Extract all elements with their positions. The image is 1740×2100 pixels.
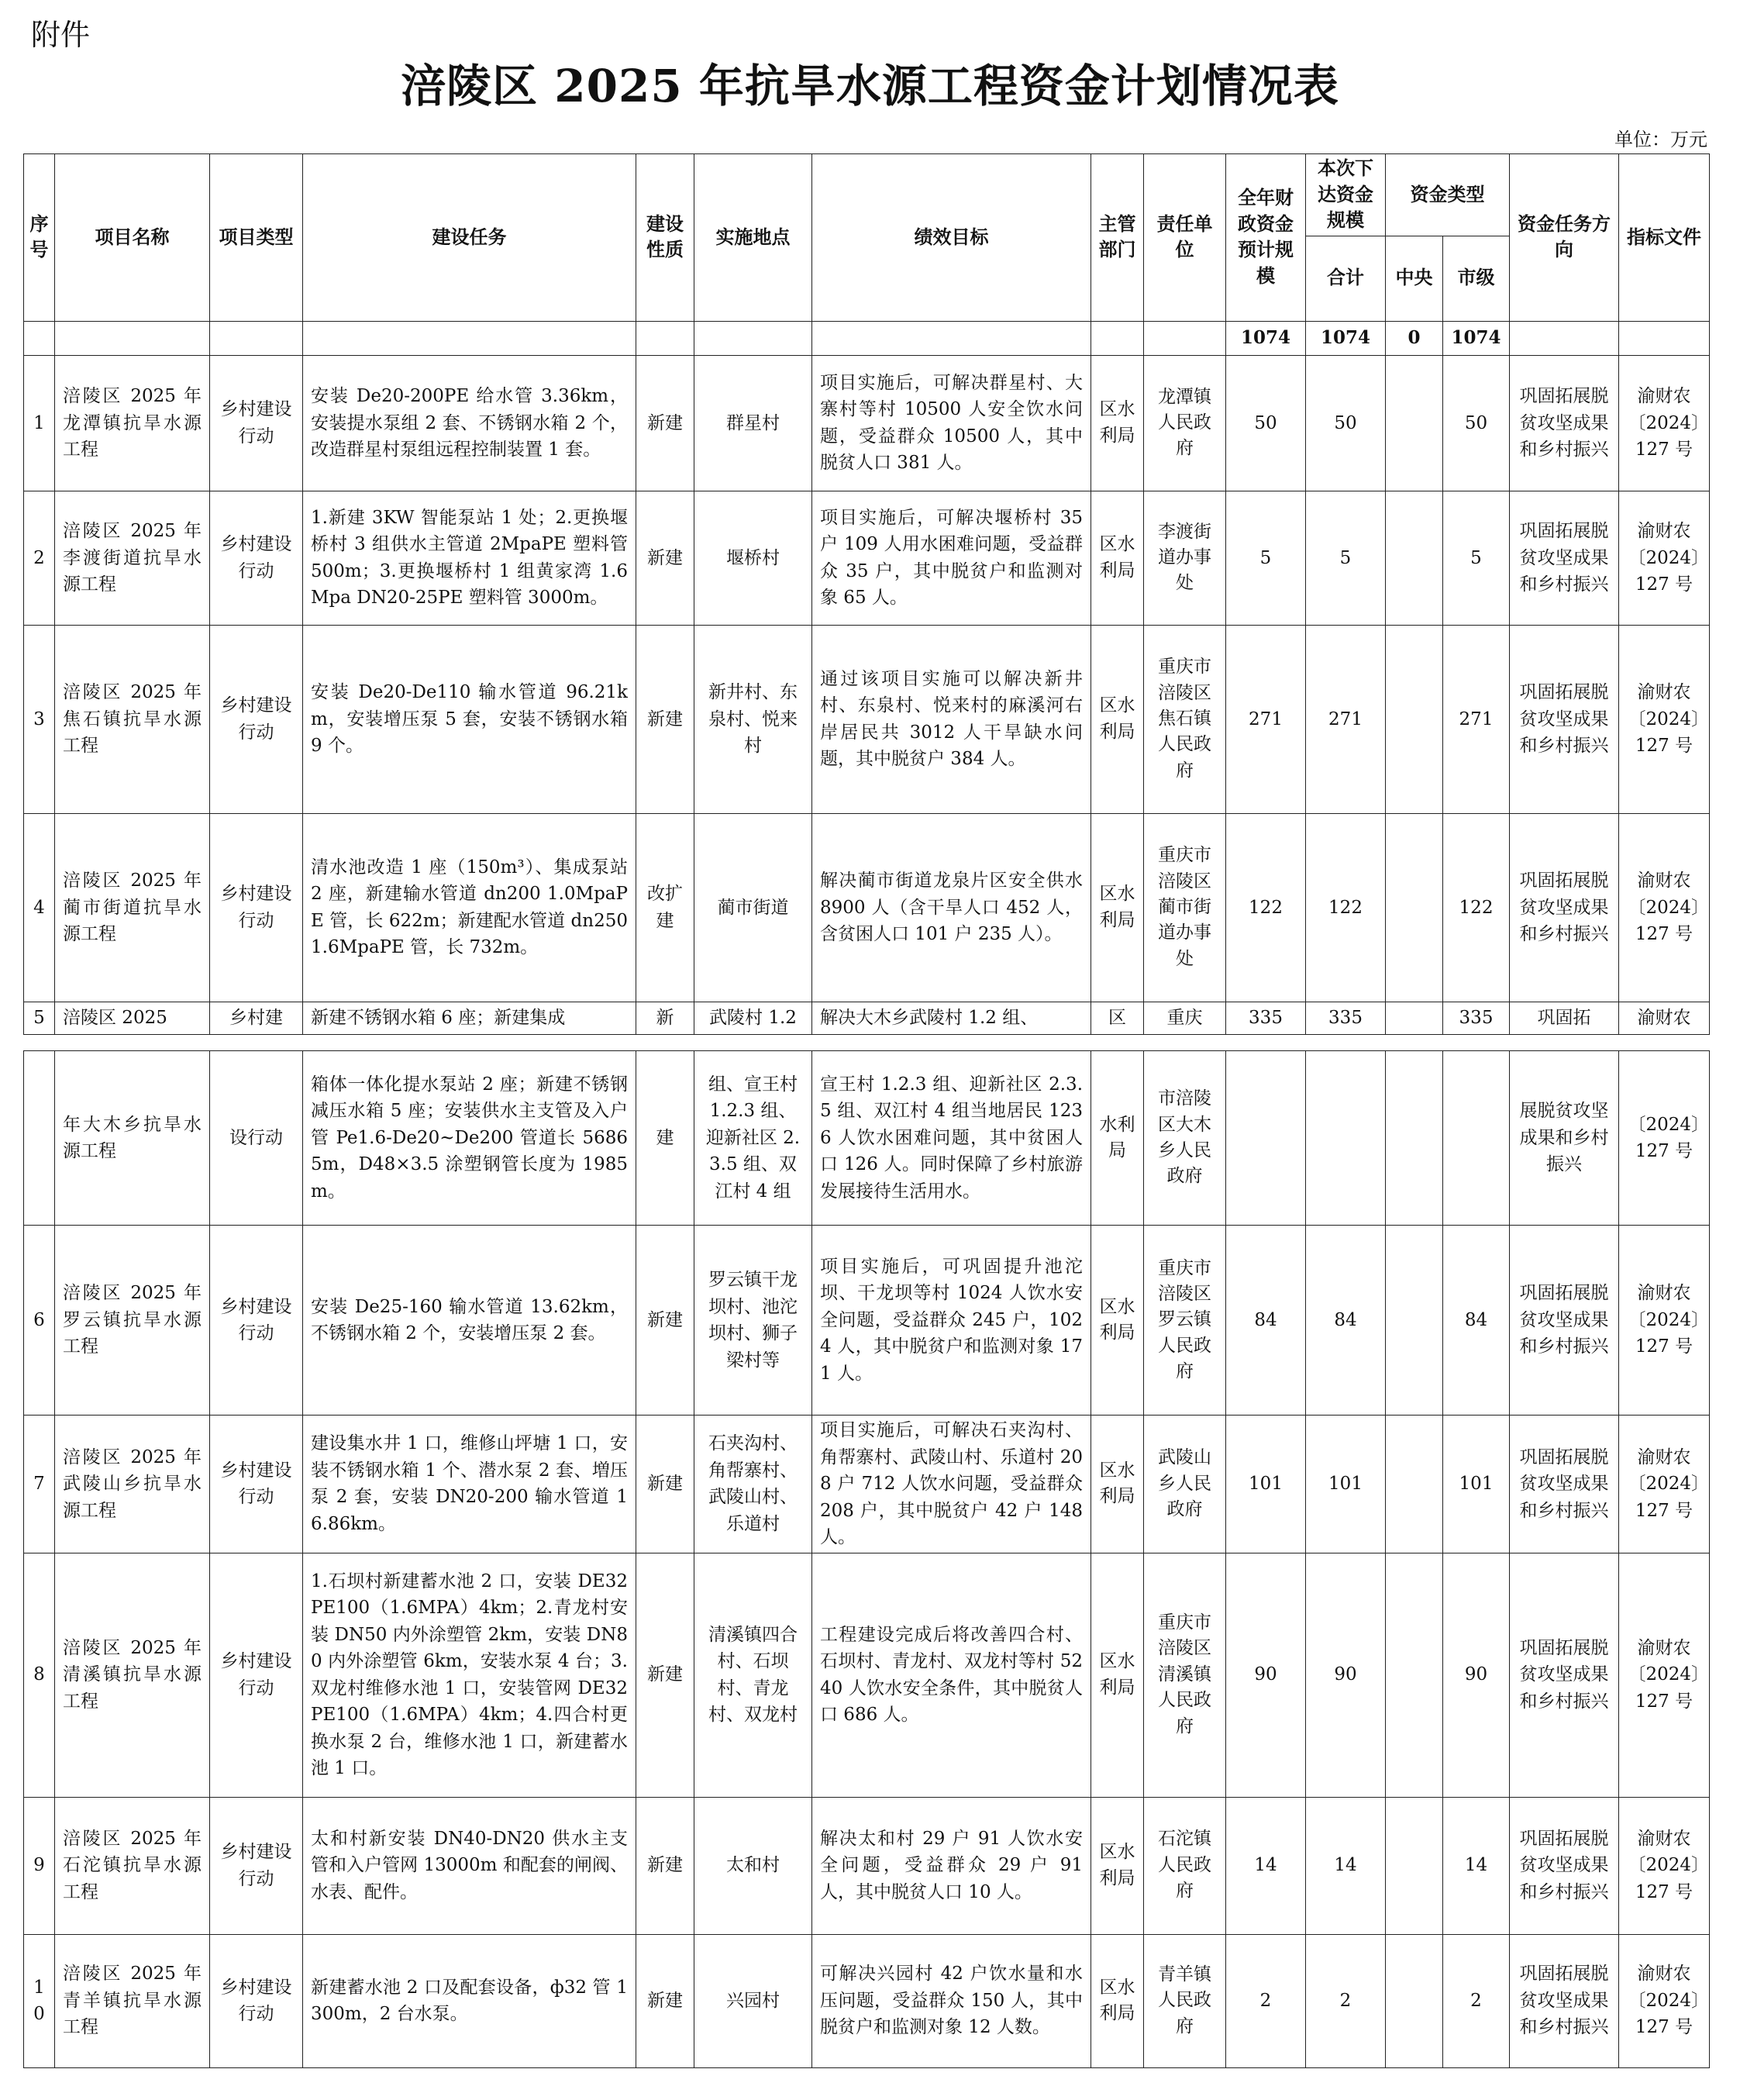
- cell-goal: 可解决兴园村 42 户饮水量和水压问题，受益群众 150 人，其中脱贫户和监测对象 12 人数。: [812, 1934, 1091, 2067]
- cell-type: 乡村建设行动: [210, 1797, 303, 1934]
- page-title: 涪陵区 2025 年抗旱水源工程资金计划情况表: [401, 60, 1339, 112]
- cell-nature: 新建: [636, 625, 694, 813]
- cell-nature: 新建: [636, 1416, 694, 1553]
- header-goal: 绩效目标: [812, 154, 1091, 322]
- cell-resp: 重庆: [1144, 1002, 1226, 1034]
- header-direction: 资金任务方向: [1510, 154, 1619, 322]
- cell-direction: 巩固拓展脱贫攻坚成果和乡村振兴: [1510, 813, 1619, 1002]
- cell-goal: 项目实施后，可解决石夹沟村、角帮寨村、武陵山村、乐道村 208 户 712 人饮水问题，受益群众 208 户，其中脱贫户 42 户 148 人。: [812, 1416, 1091, 1553]
- cell-location: 兴园村: [694, 1934, 812, 2067]
- cell-name: 涪陵区 2025 年蔺市街道抗旱水源工程: [55, 813, 210, 1002]
- header-doc: 指标文件: [1619, 154, 1710, 322]
- cell-subtotal: 84: [1306, 1226, 1386, 1416]
- cell-seq: [24, 1051, 55, 1226]
- cell-seq: 2: [24, 491, 55, 625]
- table-row: [24, 1797, 1710, 1934]
- total-central: 0: [1386, 321, 1443, 355]
- cell-dept: 区水利局: [1091, 813, 1144, 1002]
- cell-nature: 新建: [636, 1553, 694, 1797]
- cell-task: 安装 De20-200PE 给水管 3.36km，安装提水泵组 2 套、不锈钢水箱 2 个，改造群星村泵组远程控制装置 1 套。: [303, 355, 636, 491]
- cell-subtotal: 271: [1306, 625, 1386, 813]
- cell-direction: 巩固拓展脱贫攻坚成果和乡村振兴: [1510, 1416, 1619, 1553]
- cell-resp: 重庆市涪陵区清溪镇人民政府: [1144, 1553, 1226, 1797]
- cell-central: [1386, 1553, 1443, 1797]
- cell-type: 乡村建设行动: [210, 1553, 303, 1797]
- cell-central: [1386, 355, 1443, 491]
- header-type: 项目类型: [210, 154, 303, 322]
- cell-city: 50: [1443, 355, 1510, 491]
- cell-doc: 渝财农〔2024〕127 号: [1619, 355, 1710, 491]
- header-resp: 责任单位: [1144, 154, 1226, 322]
- cell-dept: 水利局: [1091, 1051, 1144, 1226]
- total-city: 1074: [1443, 321, 1510, 355]
- header-task: 建设任务: [303, 154, 636, 322]
- table-row: [24, 1226, 1710, 1416]
- header-dept: 主管部门: [1091, 154, 1144, 322]
- cell-subtotal: 2: [1306, 1934, 1386, 2067]
- header-issued: 本次下达资金规模: [1306, 154, 1386, 236]
- cell-doc: 渝财农〔2024〕127 号: [1619, 813, 1710, 1002]
- cell-location: 蔺市街道: [694, 813, 812, 1002]
- cell-task: 安装 De25-160 输水管道 13.62km，不锈钢水箱 2 个，安装增压泵 2 套。: [303, 1226, 636, 1416]
- cell-nature: 改扩建: [636, 813, 694, 1002]
- cell-location: 武陵村 1.2: [694, 1002, 812, 1034]
- cell-doc: 〔2024〕127 号: [1619, 1051, 1710, 1226]
- cell-name: 年大木乡抗旱水源工程: [55, 1051, 210, 1226]
- cell-seq: 5: [24, 1002, 55, 1034]
- cell-dept: 区: [1091, 1002, 1144, 1034]
- cell-nature: 新建: [636, 1797, 694, 1934]
- cell-annual: [1226, 1051, 1306, 1226]
- cell-city: 84: [1443, 1226, 1510, 1416]
- header-city: 市级: [1443, 236, 1510, 321]
- cell-central: [1386, 491, 1443, 625]
- cell-resp: 石沱镇人民政府: [1144, 1797, 1226, 1934]
- cell-task: 1.石坝村新建蓄水池 2 口，安装 DE32PE100（1.6MPA）4km；2.青龙村安装 DN50 内外涂塑管 2km，安装 DN80 内外涂塑管 6km，安装水泵 4 台；3.双龙村维修水池 1 口，安装管网 DE32PE100（1.6MPA）4km；4.四合村更换水泵 2 台，维修水池 1 口，新建蓄水池 1 口。: [303, 1553, 636, 1797]
- cell-resp: 重庆市涪陵区蔺市街道办事处: [1144, 813, 1226, 1002]
- cell-city: 101: [1443, 1416, 1510, 1553]
- cell-annual: 14: [1226, 1797, 1306, 1934]
- cell-direction: 巩固拓: [1510, 1002, 1619, 1034]
- cell-name: 涪陵区 2025 年罗云镇抗旱水源工程: [55, 1226, 210, 1416]
- cell-central: [1386, 1051, 1443, 1226]
- cell-dept: 区水利局: [1091, 1226, 1144, 1416]
- cell-resp: 李渡街道办事处: [1144, 491, 1226, 625]
- cell-goal: 解决太和村 29 户 91 人饮水安全问题，受益群众 29 户 91 人，其中脱贫人口 10 人。: [812, 1797, 1091, 1934]
- fund-plan-table-part2: [23, 1050, 1710, 2068]
- cell-central: [1386, 1934, 1443, 2067]
- cell-direction: 巩固拓展脱贫攻坚成果和乡村振兴: [1510, 1553, 1619, 1797]
- cell-annual: 335: [1226, 1002, 1306, 1034]
- cell-goal: 项目实施后，可解决堰桥村 35 户 109 人用水困难问题，受益群众 35 户，其中脱贫户和监测对象 65 人。: [812, 491, 1091, 625]
- cell-doc: 渝财农: [1619, 1002, 1710, 1034]
- cell-goal: 解决大木乡武陵村 1.2 组、: [812, 1002, 1091, 1034]
- cell-annual: 271: [1226, 625, 1306, 813]
- cell-annual: 101: [1226, 1416, 1306, 1553]
- cell-name: 涪陵区 2025 年石沱镇抗旱水源工程: [55, 1797, 210, 1934]
- cell-annual: 84: [1226, 1226, 1306, 1416]
- cell-type: 设行动: [210, 1051, 303, 1226]
- cell-name: 涪陵区 2025 年焦石镇抗旱水源工程: [55, 625, 210, 813]
- cell-city: 5: [1443, 491, 1510, 625]
- cell-central: [1386, 1226, 1443, 1416]
- cell-doc: 渝财农〔2024〕127 号: [1619, 491, 1710, 625]
- cell-seq: 8: [24, 1553, 55, 1797]
- table-row: [24, 1416, 1710, 1553]
- cell-direction: 巩固拓展脱贫攻坚成果和乡村振兴: [1510, 355, 1619, 491]
- cell-type: 乡村建设行动: [210, 355, 303, 491]
- cell-name: 涪陵区 2025 年武陵山乡抗旱水源工程: [55, 1416, 210, 1553]
- cell-dept: 区水利局: [1091, 1934, 1144, 2067]
- cell-location: 石夹沟村、角帮寨村、武陵山村、乐道村: [694, 1416, 812, 1553]
- cell-goal: 工程建设完成后将改善四合村、石坝村、青龙村、双龙村等村 5240 人饮水安全条件，其中脱贫人口 686 人。: [812, 1553, 1091, 1797]
- cell-location: 群星村: [694, 355, 812, 491]
- total-annual: 1074: [1226, 321, 1306, 355]
- cell-location: 新井村、东泉村、悦来村: [694, 625, 812, 813]
- table-row: [24, 625, 1710, 813]
- cell-resp: 重庆市涪陵区焦石镇人民政府: [1144, 625, 1226, 813]
- cell-goal: 解决蔺市街道龙泉片区安全供水 8900 人（含干旱人口 452 人，含贫困人口 101 户 235 人）。: [812, 813, 1091, 1002]
- cell-dept: 区水利局: [1091, 355, 1144, 491]
- cell-central: [1386, 1416, 1443, 1553]
- unit-label: 单位：万元: [1614, 129, 1707, 150]
- cell-doc: 渝财农〔2024〕127 号: [1619, 1934, 1710, 2067]
- cell-subtotal: 14: [1306, 1797, 1386, 1934]
- cell-task: 新建不锈钢水箱 6 座；新建集成: [303, 1002, 636, 1034]
- cell-nature: 新建: [636, 1934, 694, 2067]
- cell-direction: 巩固拓展脱贫攻坚成果和乡村振兴: [1510, 1797, 1619, 1934]
- cell-doc: 渝财农〔2024〕127 号: [1619, 1416, 1710, 1553]
- header-fund-type: 资金类型: [1386, 154, 1510, 236]
- cell-seq: 1: [24, 355, 55, 491]
- cell-seq: 3: [24, 625, 55, 813]
- cell-doc: 渝财农〔2024〕127 号: [1619, 1553, 1710, 1797]
- cell-location: 组、宣王村 1.2.3 组、迎新社区 2.3.5 组、双江村 4 组: [694, 1051, 812, 1226]
- cell-central: [1386, 1797, 1443, 1934]
- table-row: [24, 355, 1710, 491]
- cell-resp: 武陵山乡人民政府: [1144, 1416, 1226, 1553]
- cell-subtotal: 5: [1306, 491, 1386, 625]
- table-row: [24, 813, 1710, 1002]
- table-row-partial: [24, 1002, 1710, 1034]
- header-subtotal: 合计: [1306, 236, 1386, 321]
- cell-location: 堰桥村: [694, 491, 812, 625]
- cell-resp: 龙潭镇人民政府: [1144, 355, 1226, 491]
- cell-name: 涪陵区 2025: [55, 1002, 210, 1034]
- cell-task: 箱体一体化提水泵站 2 座；新建不锈钢减压水箱 5 座；安装供水主支管及入户管 Pe1.6-De20~De200 管道长 56865m，D48×3.5 涂塑钢管长度为 1985m。: [303, 1051, 636, 1226]
- header-annual: 全年财政资金预计规模: [1226, 154, 1306, 322]
- cell-dept: 区水利局: [1091, 625, 1144, 813]
- header-nature: 建设性质: [636, 154, 694, 322]
- cell-city: 122: [1443, 813, 1510, 1002]
- cell-city: 14: [1443, 1797, 1510, 1934]
- cell-type: 乡村建设行动: [210, 491, 303, 625]
- cell-resp: 青羊镇人民政府: [1144, 1934, 1226, 2067]
- cell-task: 清水池改造 1 座（150m³）、集成泵站 2 座，新建输水管道 dn200 1.0MpaPE 管，长 622m；新建配水管道 dn250 1.6MpaPE 管，长 732m。: [303, 813, 636, 1002]
- cell-annual: 2: [1226, 1934, 1306, 2067]
- header-central: 中央: [1386, 236, 1443, 321]
- cell-city: [1443, 1051, 1510, 1226]
- cell-resp: 市涪陵区大木乡人民政府: [1144, 1051, 1226, 1226]
- cell-type: 乡村建设行动: [210, 1934, 303, 2067]
- cell-nature: 新建: [636, 491, 694, 625]
- header-seq: 序号: [24, 154, 55, 322]
- cell-subtotal: [1306, 1051, 1386, 1226]
- cell-subtotal: 122: [1306, 813, 1386, 1002]
- table-row: [24, 1934, 1710, 2067]
- fund-plan-table-part1: [23, 153, 1710, 1035]
- cell-direction: 展脱贫攻坚成果和乡村振兴: [1510, 1051, 1619, 1226]
- cell-annual: 122: [1226, 813, 1306, 1002]
- cell-task: 太和村新安装 DN40-DN20 供水主支管和入户管网 13000m 和配套的闸阀、水表、配件。: [303, 1797, 636, 1934]
- cell-goal: 宣王村 1.2.3 组、迎新社区 2.3.5 组、双江村 4 组当地居民 1236 人饮水困难问题，其中贫困人口 126 人。同时保障了乡村旅游发展接待生活用水。: [812, 1051, 1091, 1226]
- header-location: 实施地点: [694, 154, 812, 322]
- cell-seq: 4: [24, 813, 55, 1002]
- cell-resp: 重庆市涪陵区罗云镇人民政府: [1144, 1226, 1226, 1416]
- cell-direction: 巩固拓展脱贫攻坚成果和乡村振兴: [1510, 1934, 1619, 2067]
- totals-row: [24, 321, 1710, 355]
- cell-doc: 渝财农〔2024〕127 号: [1619, 625, 1710, 813]
- cell-location: 清溪镇四合村、石坝村、青龙村、双龙村: [694, 1553, 812, 1797]
- cell-task: 建设集水井 1 口，维修山坪塘 1 口，安装不锈钢水箱 1 个、潜水泵 2 套、増压泵 2 套，安装 DN20-200 输水管道 16.86km。: [303, 1416, 636, 1553]
- cell-city: 271: [1443, 625, 1510, 813]
- cell-seq: 6: [24, 1226, 55, 1416]
- header-name: 项目名称: [55, 154, 210, 322]
- cell-direction: 巩固拓展脱贫攻坚成果和乡村振兴: [1510, 625, 1619, 813]
- cell-annual: 5: [1226, 491, 1306, 625]
- cell-subtotal: 101: [1306, 1416, 1386, 1553]
- cell-nature: 建: [636, 1051, 694, 1226]
- total-subtotal: 1074: [1306, 321, 1386, 355]
- cell-central: [1386, 813, 1443, 1002]
- cell-seq: 7: [24, 1416, 55, 1553]
- cell-type: 乡村建设行动: [210, 1226, 303, 1416]
- table-row: [24, 491, 1710, 625]
- cell-task: 安装 De20-De110 输水管道 96.21km，安装增压泵 5 套，安装不锈钢水箱 9 个。: [303, 625, 636, 813]
- cell-city: 90: [1443, 1553, 1510, 1797]
- cell-annual: 90: [1226, 1553, 1306, 1797]
- cell-annual: 50: [1226, 355, 1306, 491]
- cell-dept: 区水利局: [1091, 1797, 1144, 1934]
- cell-subtotal: 90: [1306, 1553, 1386, 1797]
- cell-doc: 渝财农〔2024〕127 号: [1619, 1226, 1710, 1416]
- cell-goal: 项目实施后，可巩固提升池沱坝、干龙坝等村 1024 人饮水安全问题，受益群众 245 户，1024 人，其中脱贫户和监测对象 171 人。: [812, 1226, 1091, 1416]
- cell-seq: 9: [24, 1797, 55, 1934]
- cell-subtotal: 50: [1306, 355, 1386, 491]
- cell-task: 新建蓄水池 2 口及配套设备，ф32 管 1300m，2 台水泵。: [303, 1934, 636, 2067]
- cell-type: 乡村建: [210, 1002, 303, 1034]
- cell-name: 涪陵区 2025 年青羊镇抗旱水源工程: [55, 1934, 210, 2067]
- cell-city: 2: [1443, 1934, 1510, 2067]
- cell-central: [1386, 1002, 1443, 1034]
- cell-name: 涪陵区 2025 年李渡街道抗旱水源工程: [55, 491, 210, 625]
- cell-type: 乡村建设行动: [210, 625, 303, 813]
- cell-location: 太和村: [694, 1797, 812, 1934]
- cell-central: [1386, 625, 1443, 813]
- cell-task: 1.新建 3KW 智能泵站 1 处；2.更换堰桥村 3 组供水主管道 2MpaPE 塑料管 500m；3.更换堰桥村 1 组黄家湾 1.6Mpa DN20-25PE 塑料管 3000m。: [303, 491, 636, 625]
- cell-dept: 区水利局: [1091, 491, 1144, 625]
- cell-location: 罗云镇干龙坝村、池沱坝村、狮子梁村等: [694, 1226, 812, 1416]
- cell-nature: 新建: [636, 1226, 694, 1416]
- cell-nature: 新建: [636, 355, 694, 491]
- cell-subtotal: 335: [1306, 1002, 1386, 1034]
- cell-type: 乡村建设行动: [210, 813, 303, 1002]
- cell-seq: 10: [24, 1934, 55, 2067]
- attachment-label: 附件: [31, 18, 91, 52]
- cell-type: 乡村建设行动: [210, 1416, 303, 1553]
- cell-direction: 巩固拓展脱贫攻坚成果和乡村振兴: [1510, 1226, 1619, 1416]
- cell-name: 涪陵区 2025 年龙潭镇抗旱水源工程: [55, 355, 210, 491]
- table-row: [24, 1553, 1710, 1797]
- cell-dept: 区水利局: [1091, 1416, 1144, 1553]
- cell-goal: 通过该项目实施可以解决新井村、东泉村、悦来村的麻溪河右岸居民共 3012 人干旱缺水问题，其中脱贫户 384 人。: [812, 625, 1091, 813]
- table-row-continued: [24, 1051, 1710, 1226]
- cell-goal: 项目实施后，可解决群星村、大寨村等村 10500 人安全饮水问题，受益群众 10500 人，其中脱贫人口 381 人。: [812, 355, 1091, 491]
- cell-city: 335: [1443, 1002, 1510, 1034]
- cell-direction: 巩固拓展脱贫攻坚成果和乡村振兴: [1510, 491, 1619, 625]
- cell-doc: 渝财农〔2024〕127 号: [1619, 1797, 1710, 1934]
- cell-nature: 新: [636, 1002, 694, 1034]
- cell-dept: 区水利局: [1091, 1553, 1144, 1797]
- cell-name: 涪陵区 2025 年清溪镇抗旱水源工程: [55, 1553, 210, 1797]
